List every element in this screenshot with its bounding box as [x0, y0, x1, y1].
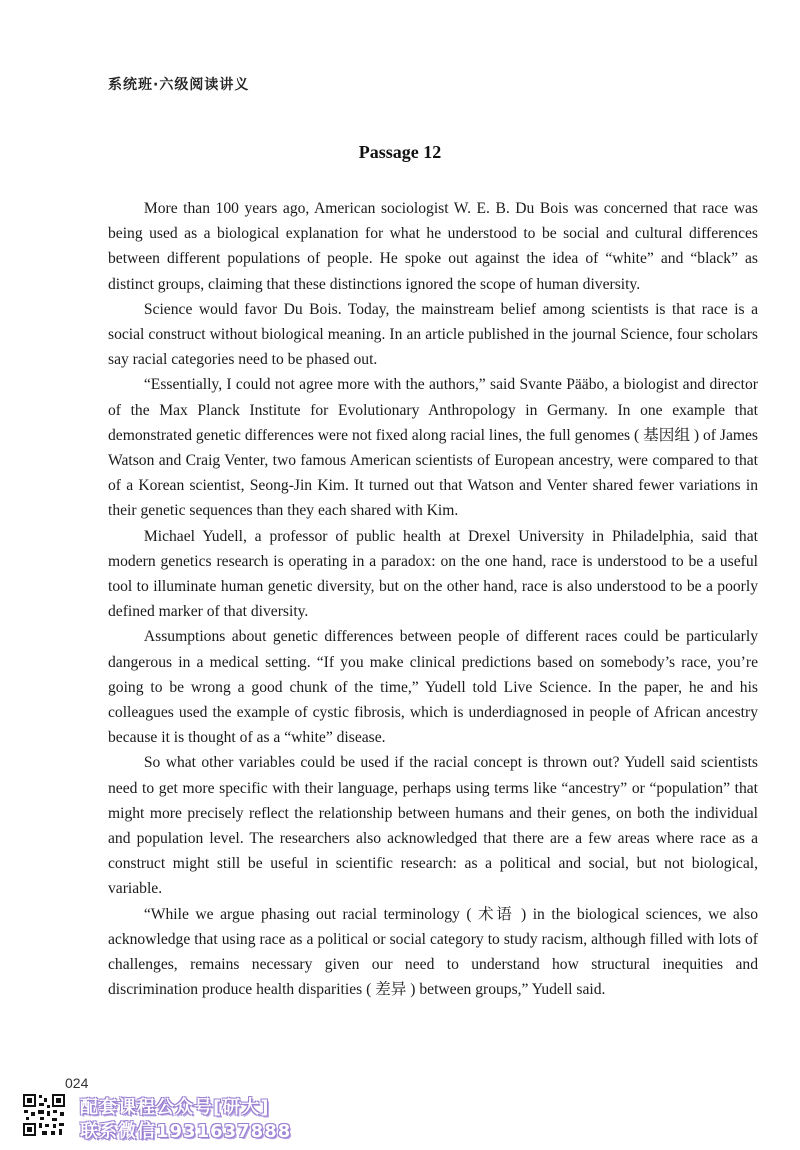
paragraph-3: “Essentially, I could not agree more with the authors,” said Svante Pääbo, a biologist and director of the Max Planck Institute for Evolutionary Anthropology in Germany. In one example that demonstrated genetic differences were not fixed along racial lines, the full genomes ( 基因组 ) of James Watson and Craig Venter, two famous American scientists of European ancestry, were compared to that of a Korean scientist, Seong-Jin Kim. It turned out that Watson and Venter shared fewer variations in their genetic sequences than they each shared with Kim. — [108, 376, 758, 520]
qr-code-icon — [22, 1093, 66, 1137]
course-header: 系统班·六级阅读讲义 — [108, 77, 250, 93]
promo-line-2: 联系微信1931637888 — [80, 1121, 292, 1142]
paragraph-2: Science would favor Du Bois. Today, the mainstream belief among scientists is that race is a social construct without biological meaning. In an article published in the journal Science, four scholars say racial categories need to be phased out. — [108, 300, 758, 369]
paragraph-1: More than 100 years ago, American sociologist W. E. B. Du Bois was concerned that race was being used as a biological explanation for what he understood to be social and cultural differences between different populations of people. He spoke out against the idea of “white” and “black” as distinct groups, claiming that these distinctions ignored the scope of human diversity. — [108, 200, 758, 293]
paragraph-6: So what other variables could be used if the racial concept is thrown out? Yudell said scientists need to get more specific with their language, perhaps using terms like “ancestry” or “population” that might more precisely reflect the relationship between humans and their genes, on both the individual and population level. The researchers also acknowledged that there are a few areas where race as a construct might still be useful in scientific research: as a political and social, but not biological, variable. — [108, 754, 758, 898]
paragraph-4: Michael Yudell, a professor of public health at Drexel University in Philadelphia, said that modern genetics research is operating in a paradox: on the one hand, race is understood to be a useful tool to illuminate human genetic diversity, but on the other hand, race is also understood to be a poorly defined marker of that diversity. — [108, 527, 758, 621]
paragraph-7: “While we argue phasing out racial terminology ( 术语 ) in the biological sciences, we also acknowledge that using race as a political or social category to study racism, although filled with lots of challenges, remains necessary given our need to understand how structural inequities and discrimination produce health disparities ( 差异 ) between groups,” Yudell said. — [108, 905, 758, 999]
paragraph-5: Assumptions about genetic differences between people of different races could be particularly dangerous in a medical setting. “If you make clinical predictions based on somebody’s race, you’re going to be wrong a good chunk of the time,” Yudell told Live Science. In the paper, he and his colleagues used the example of cystic fibrosis, which is underdiagnosed in people of African ancestry because it is thought of as a “white” disease. — [108, 628, 758, 747]
passage-body — [108, 196, 758, 1003]
page-footer — [20, 1075, 350, 1145]
passage-title: Passage 12 — [358, 142, 442, 162]
page-number: 024 — [65, 1075, 89, 1091]
promo-line-1: 配套课程公众号[研大] — [80, 1097, 270, 1118]
